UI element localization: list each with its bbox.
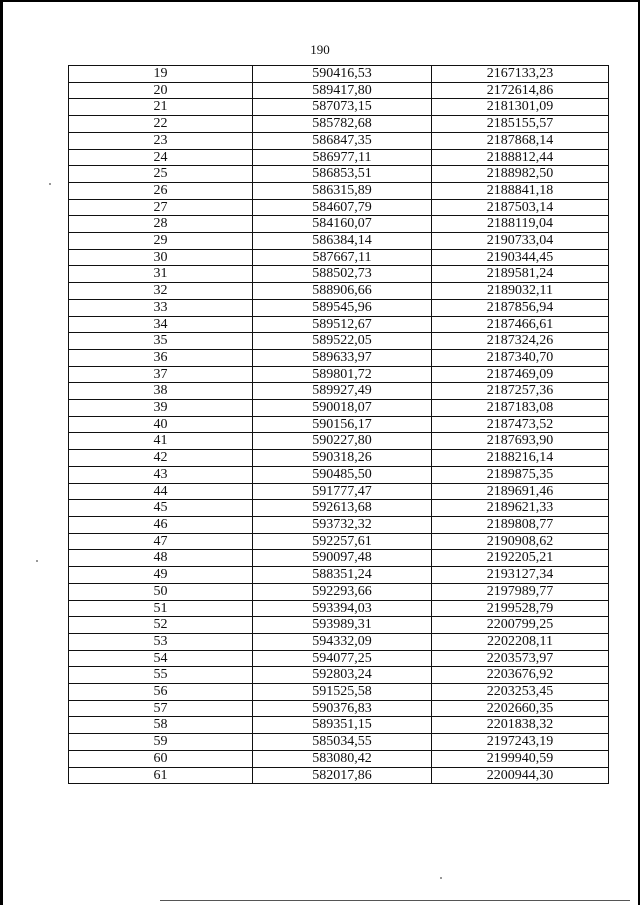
point-number-cell: 52 <box>69 617 253 634</box>
point-number-cell: 46 <box>69 516 253 533</box>
table-row <box>69 684 609 701</box>
table-row <box>69 349 609 366</box>
point-number-cell: 29 <box>69 233 253 250</box>
table-row <box>69 500 609 517</box>
y-coordinate-cell: 2187340,70 <box>432 349 609 366</box>
table-row <box>69 700 609 717</box>
table-row <box>69 667 609 684</box>
table-row <box>69 617 609 634</box>
table-row <box>69 450 609 467</box>
table-row <box>69 433 609 450</box>
x-coordinate-cell: 589801,72 <box>253 366 432 383</box>
table-row <box>69 166 609 183</box>
y-coordinate-cell: 2189691,46 <box>432 483 609 500</box>
y-coordinate-cell: 2197243,19 <box>432 734 609 751</box>
x-coordinate-cell: 592803,24 <box>253 667 432 684</box>
x-coordinate-cell: 594077,25 <box>253 650 432 667</box>
x-coordinate-cell: 589512,67 <box>253 316 432 333</box>
point-number-cell: 57 <box>69 700 253 717</box>
table-row <box>69 633 609 650</box>
point-number-cell: 37 <box>69 366 253 383</box>
x-coordinate-cell: 593394,03 <box>253 600 432 617</box>
table-row <box>69 466 609 483</box>
y-coordinate-cell: 2172614,86 <box>432 82 609 99</box>
x-coordinate-cell: 586384,14 <box>253 233 432 250</box>
x-coordinate-cell: 589633,97 <box>253 349 432 366</box>
page-number: 190 <box>310 42 330 57</box>
scan-speck <box>440 877 442 879</box>
point-number-cell: 32 <box>69 283 253 300</box>
point-number-cell: 21 <box>69 99 253 116</box>
x-coordinate-cell: 592257,61 <box>253 533 432 550</box>
x-coordinate-cell: 592613,68 <box>253 500 432 517</box>
y-coordinate-cell: 2190733,04 <box>432 233 609 250</box>
y-coordinate-cell: 2187856,94 <box>432 299 609 316</box>
y-coordinate-cell: 2189808,77 <box>432 516 609 533</box>
point-number-cell: 20 <box>69 82 253 99</box>
point-number-cell: 41 <box>69 433 253 450</box>
table-row <box>69 266 609 283</box>
point-number-cell: 50 <box>69 583 253 600</box>
table-row <box>69 116 609 133</box>
x-coordinate-cell: 589927,49 <box>253 383 432 400</box>
table-row <box>69 583 609 600</box>
table-row <box>69 99 609 116</box>
table-row <box>69 149 609 166</box>
point-number-cell: 28 <box>69 216 253 233</box>
table-row <box>69 600 609 617</box>
table-row <box>69 233 609 250</box>
x-coordinate-cell: 588351,24 <box>253 567 432 584</box>
x-coordinate-cell: 582017,86 <box>253 767 432 784</box>
y-coordinate-cell: 2187503,14 <box>432 199 609 216</box>
y-coordinate-cell: 2189875,35 <box>432 466 609 483</box>
y-coordinate-cell: 2203676,92 <box>432 667 609 684</box>
y-coordinate-cell: 2199528,79 <box>432 600 609 617</box>
point-number-cell: 34 <box>69 316 253 333</box>
y-coordinate-cell: 2185155,57 <box>432 116 609 133</box>
table-row <box>69 333 609 350</box>
point-number-cell: 43 <box>69 466 253 483</box>
point-number-cell: 54 <box>69 650 253 667</box>
point-number-cell: 48 <box>69 550 253 567</box>
y-coordinate-cell: 2187693,90 <box>432 433 609 450</box>
y-coordinate-cell: 2199940,59 <box>432 750 609 767</box>
y-coordinate-cell: 2200944,30 <box>432 767 609 784</box>
scan-edge-top <box>0 0 640 2</box>
x-coordinate-cell: 590227,80 <box>253 433 432 450</box>
point-number-cell: 49 <box>69 567 253 584</box>
x-coordinate-cell: 586853,51 <box>253 166 432 183</box>
y-coordinate-cell: 2192205,21 <box>432 550 609 567</box>
point-number-cell: 55 <box>69 667 253 684</box>
table-row <box>69 132 609 149</box>
table-row <box>69 567 609 584</box>
x-coordinate-cell: 591525,58 <box>253 684 432 701</box>
coordinates-table <box>68 65 609 784</box>
x-coordinate-cell: 589417,80 <box>253 82 432 99</box>
table-row <box>69 82 609 99</box>
table-row <box>69 66 609 83</box>
point-number-cell: 60 <box>69 750 253 767</box>
x-coordinate-cell: 586847,35 <box>253 132 432 149</box>
y-coordinate-cell: 2189581,24 <box>432 266 609 283</box>
point-number-cell: 30 <box>69 249 253 266</box>
scan-speck <box>49 183 51 185</box>
point-number-cell: 35 <box>69 333 253 350</box>
y-coordinate-cell: 2188841,18 <box>432 182 609 199</box>
y-coordinate-cell: 2188119,04 <box>432 216 609 233</box>
point-number-cell: 61 <box>69 767 253 784</box>
x-coordinate-cell: 586315,89 <box>253 182 432 199</box>
point-number-cell: 33 <box>69 299 253 316</box>
table-row <box>69 299 609 316</box>
y-coordinate-cell: 2203253,45 <box>432 684 609 701</box>
table-row <box>69 249 609 266</box>
x-coordinate-cell: 589351,15 <box>253 717 432 734</box>
x-coordinate-cell: 590318,26 <box>253 450 432 467</box>
y-coordinate-cell: 2202660,35 <box>432 700 609 717</box>
point-number-cell: 47 <box>69 533 253 550</box>
x-coordinate-cell: 589545,96 <box>253 299 432 316</box>
point-number-cell: 44 <box>69 483 253 500</box>
x-coordinate-cell: 590376,83 <box>253 700 432 717</box>
point-number-cell: 59 <box>69 734 253 751</box>
table-row <box>69 533 609 550</box>
point-number-cell: 53 <box>69 633 253 650</box>
point-number-cell: 22 <box>69 116 253 133</box>
y-coordinate-cell: 2201838,32 <box>432 717 609 734</box>
y-coordinate-cell: 2188812,44 <box>432 149 609 166</box>
x-coordinate-cell: 587073,15 <box>253 99 432 116</box>
x-coordinate-cell: 586977,11 <box>253 149 432 166</box>
point-number-cell: 36 <box>69 349 253 366</box>
coordinates-table-body <box>69 66 609 784</box>
x-coordinate-cell: 590018,07 <box>253 400 432 417</box>
y-coordinate-cell: 2187324,26 <box>432 333 609 350</box>
y-coordinate-cell: 2197989,77 <box>432 583 609 600</box>
table-row <box>69 199 609 216</box>
x-coordinate-cell: 590156,17 <box>253 416 432 433</box>
y-coordinate-cell: 2189032,11 <box>432 283 609 300</box>
point-number-cell: 23 <box>69 132 253 149</box>
point-number-cell: 39 <box>69 400 253 417</box>
point-number-cell: 24 <box>69 149 253 166</box>
y-coordinate-cell: 2193127,34 <box>432 567 609 584</box>
table-row <box>69 767 609 784</box>
x-coordinate-cell: 590097,48 <box>253 550 432 567</box>
y-coordinate-cell: 2200799,25 <box>432 617 609 634</box>
x-coordinate-cell: 594332,09 <box>253 633 432 650</box>
x-coordinate-cell: 588502,73 <box>253 266 432 283</box>
x-coordinate-cell: 585034,55 <box>253 734 432 751</box>
y-coordinate-cell: 2190344,45 <box>432 249 609 266</box>
y-coordinate-cell: 2189621,33 <box>432 500 609 517</box>
y-coordinate-cell: 2187257,36 <box>432 383 609 400</box>
table-row <box>69 750 609 767</box>
table-row <box>69 366 609 383</box>
y-coordinate-cell: 2187868,14 <box>432 132 609 149</box>
table-row <box>69 734 609 751</box>
point-number-cell: 26 <box>69 182 253 199</box>
y-coordinate-cell: 2202208,11 <box>432 633 609 650</box>
x-coordinate-cell: 585782,68 <box>253 116 432 133</box>
point-number-cell: 56 <box>69 684 253 701</box>
y-coordinate-cell: 2188216,14 <box>432 450 609 467</box>
x-coordinate-cell: 593732,32 <box>253 516 432 533</box>
y-coordinate-cell: 2167133,23 <box>432 66 609 83</box>
scan-speck <box>36 560 38 562</box>
x-coordinate-cell: 592293,66 <box>253 583 432 600</box>
point-number-cell: 58 <box>69 717 253 734</box>
x-coordinate-cell: 591777,47 <box>253 483 432 500</box>
y-coordinate-cell: 2187183,08 <box>432 400 609 417</box>
point-number-cell: 40 <box>69 416 253 433</box>
table-row <box>69 483 609 500</box>
x-coordinate-cell: 584160,07 <box>253 216 432 233</box>
point-number-cell: 38 <box>69 383 253 400</box>
y-coordinate-cell: 2188982,50 <box>432 166 609 183</box>
y-coordinate-cell: 2187473,52 <box>432 416 609 433</box>
y-coordinate-cell: 2181301,09 <box>432 99 609 116</box>
x-coordinate-cell: 590485,50 <box>253 466 432 483</box>
table-row <box>69 717 609 734</box>
table-row <box>69 416 609 433</box>
table-row <box>69 216 609 233</box>
x-coordinate-cell: 593989,31 <box>253 617 432 634</box>
point-number-cell: 31 <box>69 266 253 283</box>
point-number-cell: 51 <box>69 600 253 617</box>
table-row <box>69 516 609 533</box>
y-coordinate-cell: 2187466,61 <box>432 316 609 333</box>
point-number-cell: 45 <box>69 500 253 517</box>
table-row <box>69 283 609 300</box>
table-row <box>69 182 609 199</box>
table-row <box>69 383 609 400</box>
point-number-cell: 25 <box>69 166 253 183</box>
point-number-cell: 19 <box>69 66 253 83</box>
point-number-cell: 42 <box>69 450 253 467</box>
y-coordinate-cell: 2203573,97 <box>432 650 609 667</box>
x-coordinate-cell: 588906,66 <box>253 283 432 300</box>
x-coordinate-cell: 589522,05 <box>253 333 432 350</box>
y-coordinate-cell: 2190908,62 <box>432 533 609 550</box>
table-row <box>69 550 609 567</box>
y-coordinate-cell: 2187469,09 <box>432 366 609 383</box>
scan-edge-left <box>0 0 3 905</box>
x-coordinate-cell: 583080,42 <box>253 750 432 767</box>
table-row <box>69 400 609 417</box>
x-coordinate-cell: 587667,11 <box>253 249 432 266</box>
x-coordinate-cell: 584607,79 <box>253 199 432 216</box>
x-coordinate-cell: 590416,53 <box>253 66 432 83</box>
point-number-cell: 27 <box>69 199 253 216</box>
table-row <box>69 316 609 333</box>
scan-edge-bottom <box>160 900 630 901</box>
table-row <box>69 650 609 667</box>
